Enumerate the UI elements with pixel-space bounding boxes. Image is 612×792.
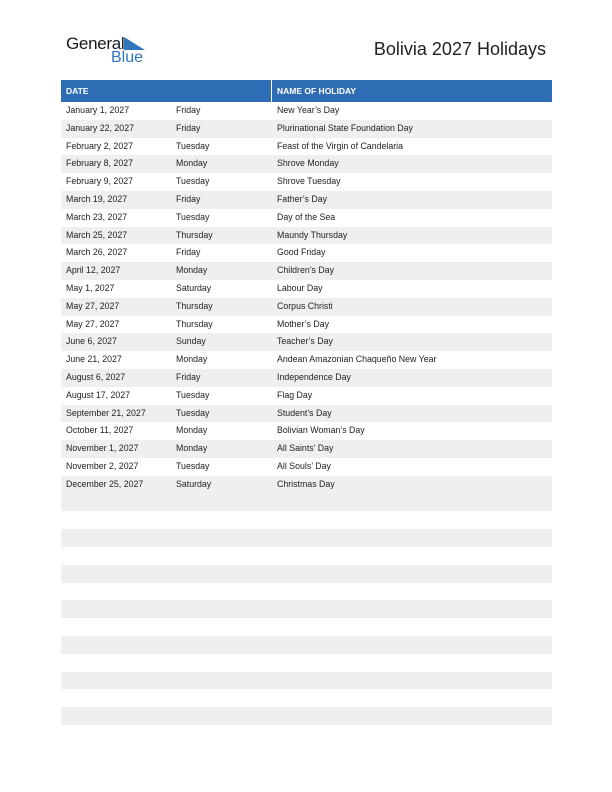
holiday-name: Father’s Day [277, 193, 328, 204]
holiday-name: Children’s Day [277, 265, 335, 276]
holiday-weekday: Thursday [176, 300, 213, 311]
table-row [61, 102, 552, 120]
logo-blue-text: Blue [111, 49, 144, 66]
table-row [61, 316, 552, 334]
holiday-date: May 27, 2027 [66, 300, 120, 311]
table-row [61, 476, 552, 494]
table-row [61, 244, 552, 262]
table-row [61, 458, 552, 476]
holiday-table [61, 80, 552, 725]
empty-row [61, 636, 552, 654]
holiday-weekday: Monday [176, 354, 208, 365]
holiday-date: March 26, 2027 [66, 247, 128, 258]
holiday-name: Feast of the Virgin of Candelaria [277, 140, 403, 151]
table-row [61, 209, 552, 227]
holiday-name: Shrove Monday [277, 158, 339, 169]
holiday-weekday: Tuesday [176, 176, 210, 187]
table-row [61, 227, 552, 245]
holiday-weekday: Friday [176, 247, 201, 258]
holiday-date: May 1, 2027 [66, 282, 115, 293]
holiday-date: February 8, 2027 [66, 158, 133, 169]
holiday-name: Shrove Tuesday [277, 176, 341, 187]
table-row [61, 138, 552, 156]
holiday-weekday: Monday [176, 265, 208, 276]
table-row [61, 333, 552, 351]
table-row [61, 351, 552, 369]
holiday-weekday: Monday [176, 443, 208, 454]
holiday-name: Flag Day [277, 389, 313, 400]
empty-rows [61, 494, 552, 725]
holiday-name: Maundy Thursday [277, 229, 348, 240]
empty-row [61, 547, 552, 565]
holiday-weekday: Friday [176, 193, 201, 204]
holiday-name: Bolivian Woman’s Day [277, 425, 365, 436]
holiday-name: Teacher’s Day [277, 336, 333, 347]
table-row [61, 173, 552, 191]
holiday-name: Good Friday [277, 247, 326, 258]
holiday-name: Plurinational State Foundation Day [277, 122, 413, 133]
holiday-date: February 9, 2027 [66, 176, 133, 187]
holiday-date: June 21, 2027 [66, 354, 122, 365]
holiday-date: March 23, 2027 [66, 211, 128, 222]
table-row [61, 120, 552, 138]
table-row [61, 440, 552, 458]
holiday-weekday: Tuesday [176, 140, 210, 151]
table-row [61, 155, 552, 173]
empty-row [61, 689, 552, 707]
holiday-weekday: Saturday [176, 478, 212, 489]
holiday-name: All Souls’ Day [277, 460, 331, 471]
header-date: DATE [66, 86, 89, 96]
holiday-name: Mother’s Day [277, 318, 329, 329]
holiday-date: August 6, 2027 [66, 371, 126, 382]
logo [66, 34, 156, 70]
table-row [61, 298, 552, 316]
holiday-weekday: Friday [176, 105, 201, 115]
holiday-date: August 17, 2027 [66, 389, 131, 400]
holiday-weekday: Friday [176, 122, 201, 133]
holiday-date: January 1, 2027 [66, 105, 130, 115]
holiday-name: All Saints’ Day [277, 443, 334, 454]
holiday-date: October 11, 2027 [66, 425, 134, 436]
empty-row [61, 494, 552, 512]
empty-row [61, 600, 552, 618]
holiday-date: April 12, 2027 [66, 265, 121, 276]
holiday-weekday: Tuesday [176, 211, 210, 222]
holiday-weekday: Thursday [176, 229, 213, 240]
holiday-date: November 2, 2027 [66, 460, 139, 471]
header-divider [271, 80, 272, 102]
table-row [61, 422, 552, 440]
holiday-weekday: Monday [176, 425, 208, 436]
holiday-weekday: Friday [176, 371, 201, 382]
holiday-weekday: Thursday [176, 318, 213, 329]
holiday-weekday: Sunday [176, 336, 206, 347]
empty-row [61, 511, 552, 529]
empty-row [61, 529, 552, 547]
holiday-weekday: Tuesday [176, 407, 210, 418]
header-holiday-name: NAME OF HOLIDAY [277, 86, 357, 96]
holiday-weekday: Tuesday [176, 389, 210, 400]
table-header [61, 80, 552, 102]
holiday-date: September 21, 2027 [66, 407, 146, 418]
holiday-date: June 6, 2027 [66, 336, 117, 347]
holiday-date: November 1, 2027 [66, 443, 139, 454]
table-row [61, 262, 552, 280]
empty-row [61, 672, 552, 690]
holiday-name: New Year’s Day [277, 105, 340, 115]
empty-row [61, 618, 552, 636]
holiday-weekday: Monday [176, 158, 208, 169]
empty-row [61, 707, 552, 725]
holiday-date: May 27, 2027 [66, 318, 120, 329]
holiday-weekday: Saturday [176, 282, 212, 293]
empty-row [61, 654, 552, 672]
holiday-name: Andean Amazonian Chaqueño New Year [277, 354, 437, 365]
holiday-date: December 25, 2027 [66, 478, 144, 489]
holiday-date: March 19, 2027 [66, 193, 128, 204]
empty-row [61, 565, 552, 583]
holiday-date: January 22, 2027 [66, 122, 134, 133]
holiday-date: February 2, 2027 [66, 140, 133, 151]
holiday-name: Independence Day [277, 371, 351, 382]
table-row [61, 387, 552, 405]
holiday-date: March 25, 2027 [66, 229, 128, 240]
table-row [61, 280, 552, 298]
page-title: Bolivia 2027 Holidays [373, 39, 546, 59]
table-row [61, 405, 552, 423]
holiday-name: Corpus Christi [277, 300, 333, 311]
table-row [61, 191, 552, 209]
holiday-name: Day of the Sea [277, 211, 336, 222]
holiday-weekday: Tuesday [176, 460, 210, 471]
table-body [61, 102, 552, 494]
logo-general-text: General [66, 34, 125, 53]
table-row [61, 369, 552, 387]
holiday-name: Student’s Day [277, 407, 332, 418]
empty-row [61, 583, 552, 601]
holiday-name: Labour Day [277, 282, 323, 293]
holiday-name: Christmas Day [277, 478, 335, 489]
